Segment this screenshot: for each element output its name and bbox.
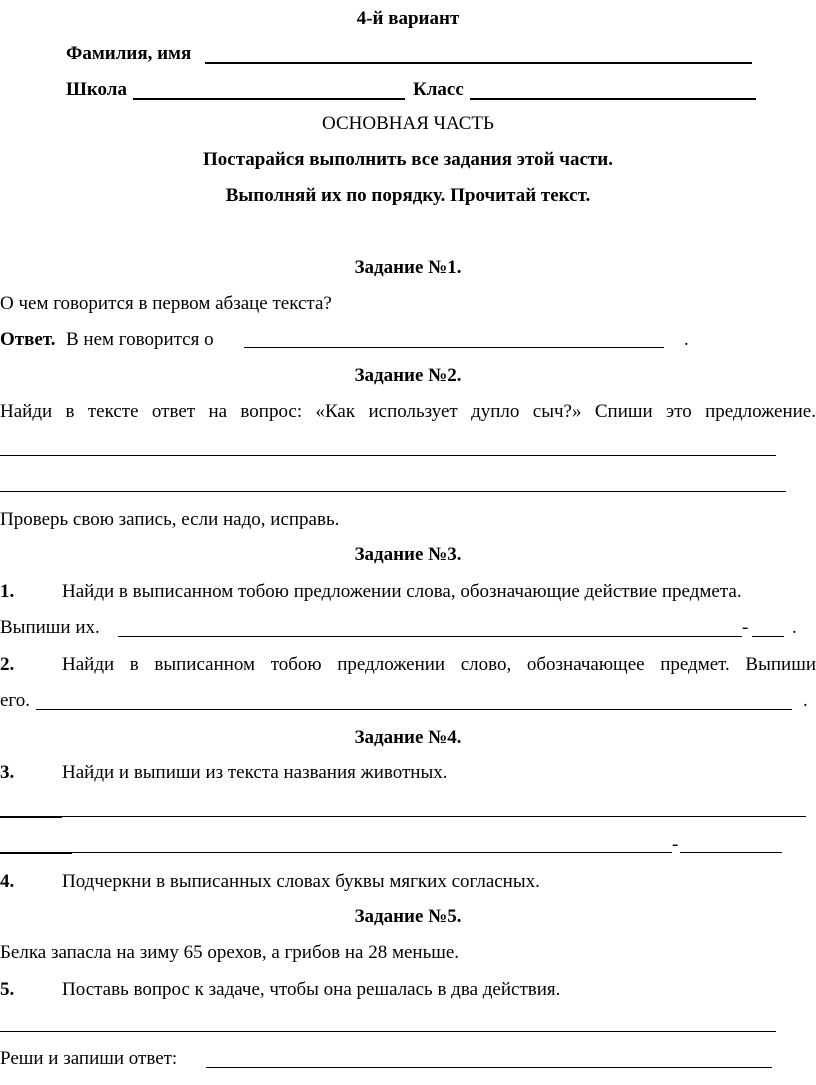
task-5-item-5-text: Поставь вопрос к задаче, чтобы она решалась в два действия. (62, 979, 561, 1000)
task-4-item-4-number: 4. (0, 871, 15, 892)
task-2-title: Задание №2. (354, 365, 462, 386)
task-4-item-4-text: Подчеркни в выписанных словах буквы мягких согласных. (62, 871, 540, 892)
task-3-title: Задание №3. (354, 544, 462, 565)
task-3-item-2-continuation: его. (0, 690, 31, 711)
task-4-answer-line-1[interactable] (62, 816, 806, 817)
task-3-item-1-number: 1. (0, 581, 15, 602)
task-3-item-1-short-line[interactable] (752, 636, 784, 637)
task-3-item-1-continuation: Выпиши их. (0, 617, 100, 638)
task-1-answer-text: В нем говорится о (66, 329, 214, 350)
task-5-title: Задание №5. (354, 906, 462, 927)
task-3-item-2-text: Найди в выписанном тобою предложении слово, обозначающее предмет. Выпиши (62, 654, 816, 675)
task-4-item-3-number: 3. (0, 762, 15, 783)
class-label: Класс (413, 79, 464, 100)
task-5-solve-label: Реши и запиши ответ: (0, 1048, 178, 1069)
task-5-answer-line[interactable] (206, 1067, 772, 1068)
task-1-answer-label: Ответ. (0, 329, 56, 350)
task-4-title: Задание №4. (354, 727, 462, 748)
task-2-answer-line-2[interactable] (0, 491, 786, 492)
task-4-answer-line-2-end[interactable] (680, 852, 782, 853)
task-5-question-line[interactable] (0, 1031, 776, 1032)
task-2-question: Найди в тексте ответ на вопрос: «Как использует дупло сыч?» Спиши это предложение. (0, 401, 816, 422)
section-title: ОСНОВНАЯ ЧАСТЬ (322, 113, 494, 134)
instruction-line-2: Выполняй их по порядку. Прочитай текст. (225, 185, 591, 206)
task-4-answer-line-2-bold[interactable] (0, 852, 72, 854)
task-2-check: Проверь свою запись, если надо, исправь. (0, 509, 340, 530)
task-4-dash: - (672, 834, 679, 855)
school-field-line[interactable] (133, 98, 405, 100)
task-5-problem: Белка запасла на зиму 65 орехов, а грибов на 28 меньше. (0, 942, 460, 963)
task-3-item-2-answer-line[interactable] (36, 709, 792, 710)
class-field-line[interactable] (470, 98, 756, 100)
name-label: Фамилия, имя (66, 43, 192, 64)
task-4-item-3-text: Найди и выпиши из текста названия животных. (62, 762, 448, 783)
school-label: Школа (66, 79, 127, 100)
task-3-item-1-text: Найди в выписанном тобою предложении слова, обозначающие действие предмета. (62, 581, 742, 602)
task-1-answer-line[interactable] (244, 347, 664, 348)
task-1-period: . (684, 329, 689, 350)
task-1-question: О чем говорится в первом абзаце текста? (0, 293, 332, 314)
task-1-title: Задание №1. (354, 257, 462, 278)
task-3-item-2-number: 2. (0, 654, 15, 675)
task-2-answer-line-1[interactable] (0, 455, 776, 456)
task-3-item-2-period: . (803, 690, 808, 711)
task-4-answer-line-2[interactable] (72, 852, 672, 853)
task-3-item-1-period: . (792, 617, 797, 638)
task-4-answer-line-1-bold[interactable] (0, 816, 62, 818)
task-5-item-5-number: 5. (0, 979, 15, 1000)
name-field-line[interactable] (205, 62, 752, 64)
task-3-item-1-dash: - (742, 617, 749, 638)
task-3-item-1-answer-line[interactable] (118, 636, 742, 637)
variant-title: 4-й вариант (356, 8, 460, 29)
instruction-line-1: Постарайся выполнить все задания этой части. (203, 149, 613, 170)
